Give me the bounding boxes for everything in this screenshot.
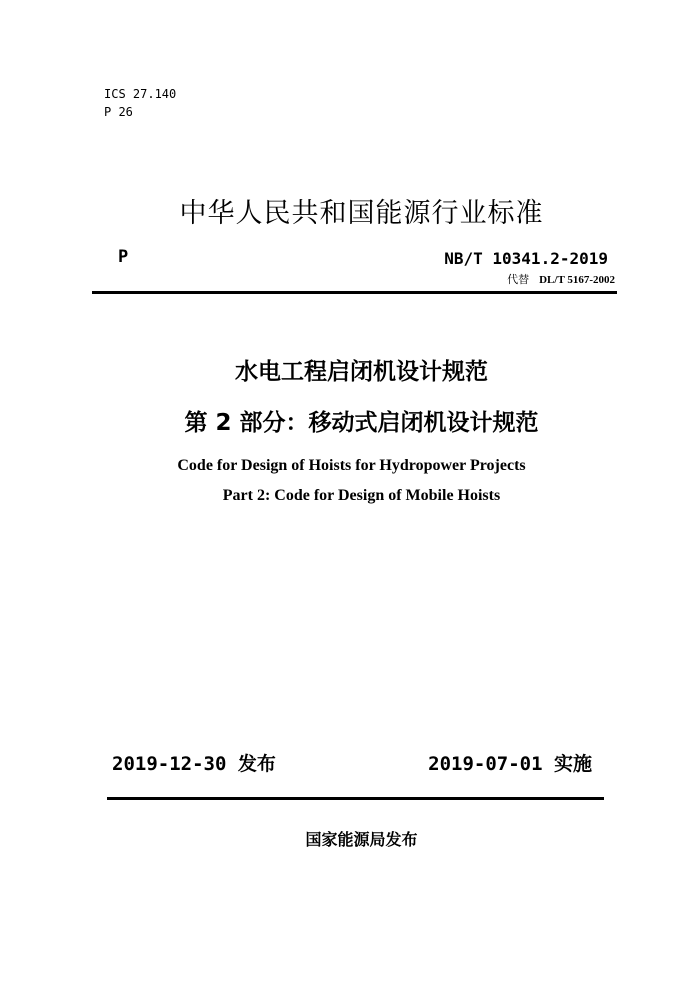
replaces-value: DL/T 5167-2002 [539,274,615,286]
top-divider [92,291,617,294]
issue-date: 2019-12-30 发布 [112,753,276,775]
standard-category-title: 中华人民共和国能源行业标准 [179,198,544,229]
replaces-label: 代替 [507,273,530,286]
replaces-note [507,272,615,288]
classification-letter: P [118,247,129,267]
ics-code: ICS 27.140 [104,87,177,101]
implementation-date: 2019-07-01 实施 [428,753,592,775]
document-subtitle-en: Part 2: Code for Design of Mobile Hoists [222,487,501,504]
standard-number: NB/T 10341.2-2019 [444,249,608,268]
document-title-zh: 水电工程启闭机设计规范 [235,359,488,385]
ccs-code: P 26 [104,105,133,119]
document-subtitle-zh: 第 2 部分：移动式启闭机设计规范 [184,410,539,436]
bottom-divider [107,797,604,800]
publisher: 国家能源局发布 [305,830,418,849]
document-title-en: Code for Design of Hoists for Hydropower Projects [177,457,526,474]
